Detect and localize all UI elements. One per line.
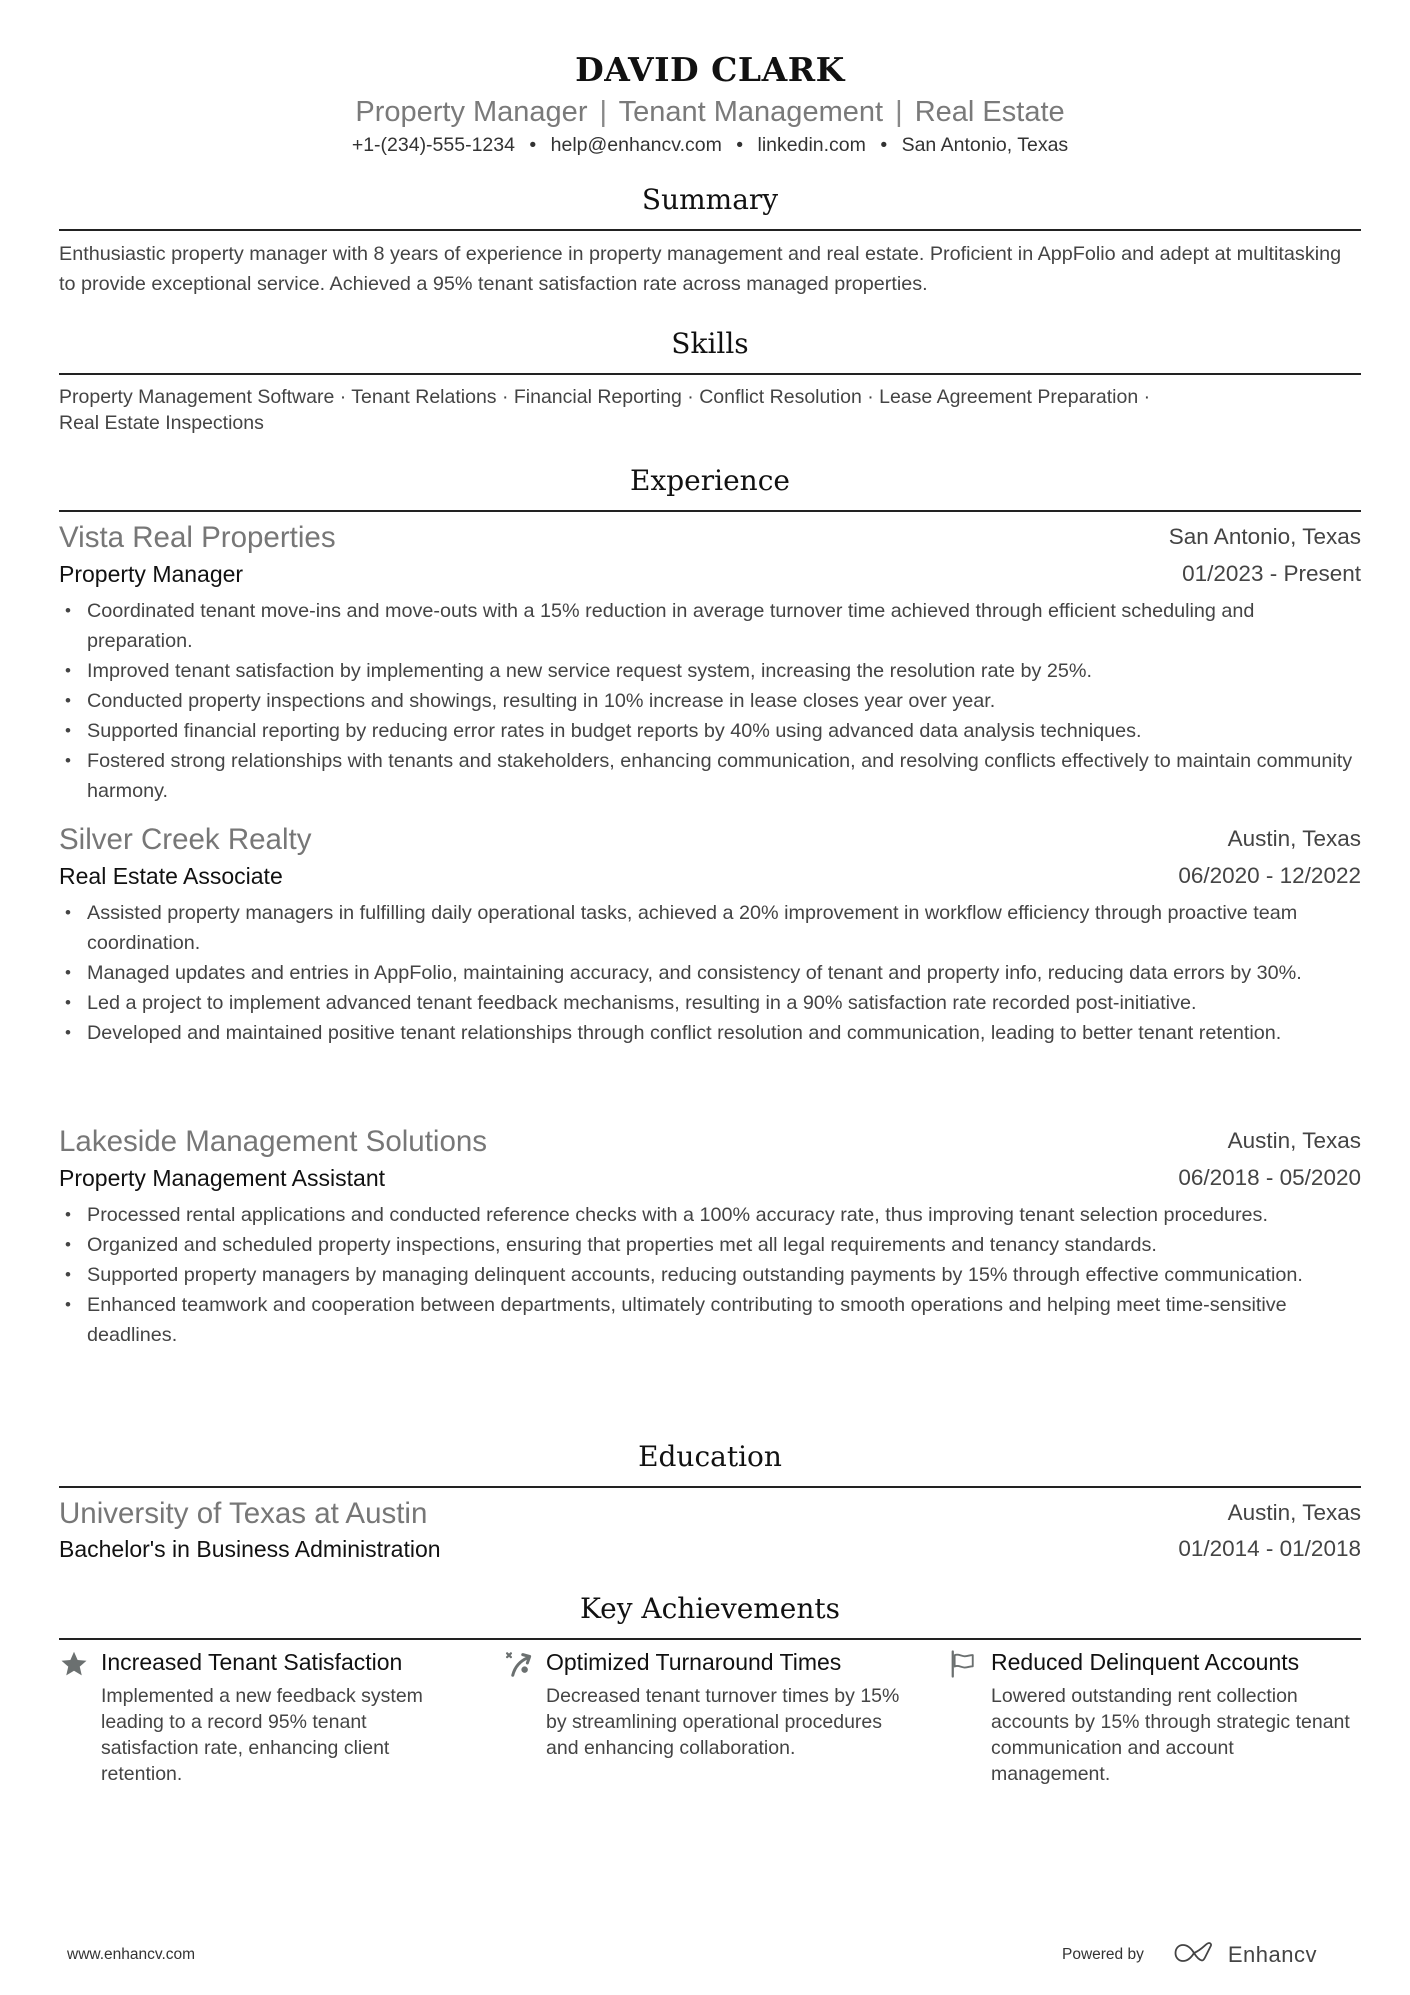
linkedin-link[interactable]: linkedin.com	[757, 134, 866, 156]
section-title-education: Education	[638, 1440, 782, 1473]
degree: Bachelor's in Business Administration	[59, 1536, 441, 1562]
bullet-list	[59, 898, 1361, 1048]
company-name: Vista Real Properties	[59, 521, 336, 554]
achievement-description: Decreased tenant turnover times by 15% by streamlining operational procedures and enhancing collaboration.	[546, 1685, 900, 1759]
bullet-list	[59, 596, 1361, 806]
job-dates: 06/2018 - 05/2020	[1178, 1165, 1361, 1190]
job-title: Property Manager	[59, 561, 244, 587]
job-dates: 06/2020 - 12/2022	[1178, 863, 1361, 888]
powered-by-label: Powered by	[1062, 1946, 1144, 1963]
skills-list	[59, 384, 1361, 436]
bullet-item: • Coordinated tenant move-ins and move-outs with a 15% reduction in average turnover time achieved through efficient scheduling and preparation.	[87, 596, 1361, 656]
job-location: Austin, Texas	[1227, 826, 1361, 851]
section-divider	[59, 1486, 1361, 1488]
section-title-summary: Summary	[641, 183, 779, 216]
section-title-experience: Experience	[630, 464, 790, 497]
education-dates: 01/2014 - 01/2018	[1178, 1536, 1361, 1561]
contact-separator: •	[736, 134, 744, 156]
headline-separator: |	[599, 96, 608, 128]
bullet-item: • Organized and scheduled property inspections, ensuring that properties met all legal requirements and tenancy standards.	[87, 1230, 1361, 1260]
enhancv-logo-icon	[1172, 1941, 1218, 1970]
headline-separator: |	[895, 96, 903, 128]
contact-info	[59, 134, 1361, 157]
bullet-list	[59, 1200, 1361, 1350]
achievement-title: Reduced Delinquent Accounts	[991, 1649, 1300, 1675]
bullet-item: • Processed rental applications and conducted reference checks with a 100% accuracy rate, thus improving tenant selection procedures.	[87, 1200, 1361, 1230]
job-location: Austin, Texas	[1227, 1128, 1361, 1153]
brand-name: Enhancv	[1227, 1942, 1317, 1967]
section-divider	[59, 510, 1361, 512]
bullet-item: • Supported property managers by managing delinquent accounts, reducing outstanding payments by 15% through effective communication.	[87, 1260, 1361, 1290]
section-divider	[59, 1638, 1361, 1640]
job-title: Real Estate Associate	[59, 863, 283, 889]
company-name: Lakeside Management Solutions	[59, 1125, 488, 1158]
bullet-item: • Conducted property inspections and showings, resulting in 10% increase in lease closes year over year.	[87, 686, 1361, 716]
skills-line: Property Management Software · Tenant Relations · Financial Reporting · Conflict Resolution · Lease Agreement Preparation ·	[59, 386, 1151, 408]
phone: +1-(234)-555-1234	[351, 134, 515, 156]
contact-separator: •	[880, 134, 888, 156]
section-title-skills: Skills	[671, 327, 749, 360]
email-link[interactable]: help@enhancv.com	[550, 134, 722, 156]
bullet-item: • Improved tenant satisfaction by implementing a new service request system, increasing the resolution rate by 25%.	[87, 656, 1361, 686]
summary-text: Enthusiastic property manager with 8 years of experience in property management and real estate. Proficient in AppFolio and adept at multitasking to provide exceptional service. Achieved a 95% tenant satisfaction rate across managed properties.	[59, 243, 1342, 295]
bullet-item: • Supported financial reporting by reducing error rates in budget reports by 40% using advanced data analysis techniques.	[87, 716, 1361, 746]
bullet-item: • Led a project to implement advanced tenant feedback mechanisms, resulting in a 90% satisfaction rate recorded post-initiative.	[87, 988, 1361, 1018]
bullet-item: • Managed updates and entries in AppFolio, maintaining accuracy, and consistency of tenant and property info, reducing data errors by 30%.	[87, 958, 1361, 988]
section-divider	[59, 373, 1361, 375]
footer-branding	[1062, 1940, 1317, 1970]
location: San Antonio, Texas	[901, 134, 1069, 156]
candidate-name: DAVID CLARK	[575, 50, 845, 89]
achievement-description: Implemented a new feedback system leading to a record 95% tenant satisfaction rate, enhancing client retention.	[101, 1685, 423, 1785]
footer-website-link[interactable]: www.enhancv.com	[67, 1946, 196, 1963]
bullet-item: • Developed and maintained positive tenant relationships through conflict resolution and communication, leading to better tenant retention.	[87, 1018, 1361, 1048]
flag-icon	[949, 1649, 979, 1679]
bullet-item: • Fostered strong relationships with tenants and stakeholders, enhancing communication, and resolving conflicts effectively to maintain community harmony.	[87, 746, 1361, 806]
job-title: Property Management Assistant	[59, 1165, 385, 1191]
job-dates: 01/2023 - Present	[1182, 561, 1361, 586]
bullet-item: • Enhanced teamwork and cooperation between departments, ultimately contributing to smooth operations and helping meet time-sensitive deadlines.	[87, 1290, 1361, 1350]
section-divider	[59, 229, 1361, 231]
achievement-description: Lowered outstanding rent collection accounts by 15% through strategic tenant communication and account management.	[991, 1685, 1350, 1785]
school-name: University of Texas at Austin	[59, 1497, 428, 1530]
school-location: Austin, Texas	[1227, 1500, 1361, 1525]
job-location: San Antonio, Texas	[1168, 524, 1361, 549]
skills-line: Real Estate Inspections	[59, 412, 264, 434]
strategy-arrow-icon	[504, 1649, 534, 1679]
headline-item: Tenant Management	[618, 96, 884, 128]
bullet-item: • Assisted property managers in fulfilling daily operational tasks, achieved a 20% improvement in workflow efficiency through proactive team coordination.	[87, 898, 1361, 958]
headline-item: Real Estate	[914, 96, 1065, 128]
contact-separator: •	[529, 134, 537, 156]
headline	[59, 96, 1361, 129]
company-name: Silver Creek Realty	[59, 823, 312, 856]
headline-item: Property Manager	[355, 96, 588, 128]
achievement-title: Increased Tenant Satisfaction	[101, 1649, 403, 1675]
section-title-achievements: Key Achievements	[579, 1592, 841, 1625]
achievement-title: Optimized Turnaround Times	[546, 1649, 842, 1675]
star-icon	[59, 1649, 89, 1679]
